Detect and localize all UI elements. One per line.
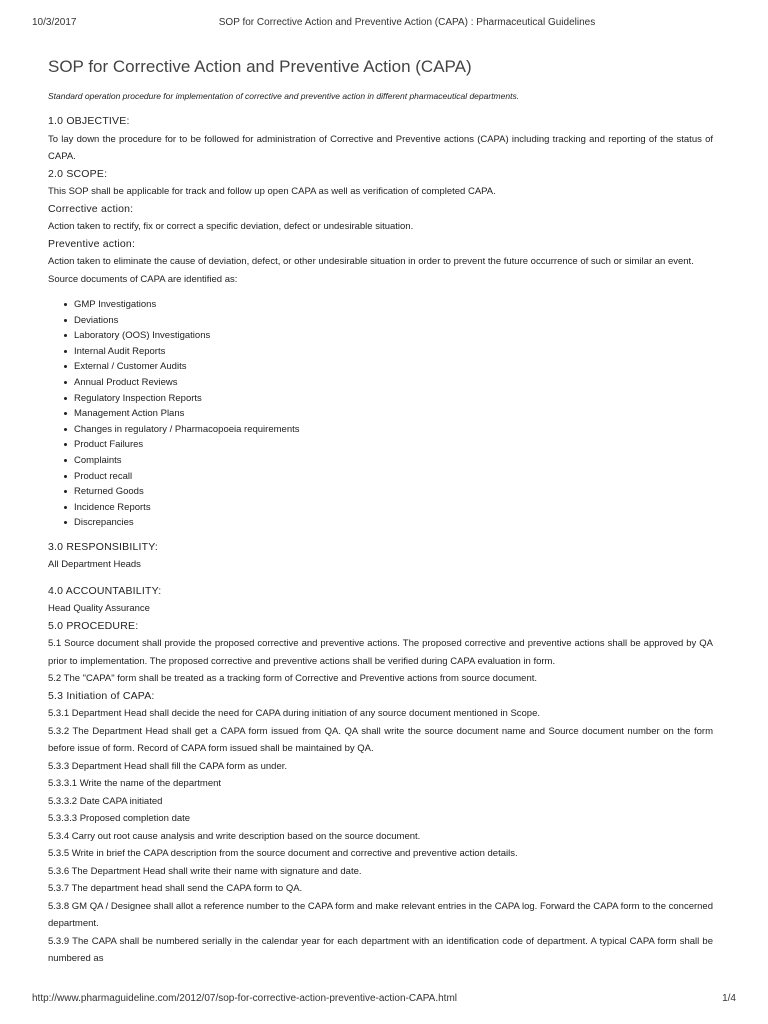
objective-text: To lay down the procedure for to be followed for administration of Corrective and Preventive actions (CAPA) including tracking and reporting of the status of CAPA. bbox=[48, 133, 713, 162]
preventive-action-text: Action taken to eliminate the cause of deviation, defect, or other undesirable situation in order to prevent the future occurrence of such or similar an event. bbox=[48, 256, 694, 267]
objective-heading: 1.0 OBJECTIVE: bbox=[48, 115, 130, 127]
list-item: Product recall bbox=[74, 469, 713, 485]
list-item: Regulatory Inspection Reports bbox=[74, 391, 713, 407]
procedure-5-3-5: 5.3.5 Write in brief the CAPA description from the source document and corrective and preventive action details. bbox=[48, 848, 518, 860]
print-footer bbox=[32, 993, 736, 1007]
procedure-5-3-3-1: 5.3.3.1 Write the name of the department bbox=[48, 778, 222, 790]
procedure-5-2: 5.2 The "CAPA" form shall be treated as a tracking form of Corrective and Preventive actions from source document. bbox=[48, 673, 538, 685]
responsibility-text: All Department Heads bbox=[48, 559, 141, 571]
scope-heading: 2.0 SCOPE: bbox=[48, 167, 108, 180]
list-item: Incidence Reports bbox=[74, 500, 713, 516]
print-header bbox=[32, 17, 736, 31]
responsibility-heading: 3.0 RESPONSIBILITY: bbox=[48, 540, 159, 553]
list-item: Discrepancies bbox=[74, 515, 713, 531]
print-date: 10/3/2017 bbox=[32, 17, 77, 28]
scope-text: This SOP shall be applicable for track and follow up open CAPA as well as verification of completed CAPA. bbox=[48, 186, 496, 197]
procedure-5-3-8: 5.3.8 GM QA / Designee shall allot a reference number to the CAPA form and make relevant entries in the CAPA log. Forward the CAPA form to the concerned department. bbox=[48, 900, 713, 930]
list-item: Deviations bbox=[74, 313, 713, 329]
corrective-action-heading: Corrective action: bbox=[48, 202, 134, 215]
article bbox=[48, 56, 713, 968]
list-item: External / Customer Audits bbox=[74, 359, 713, 375]
list-item: Returned Goods bbox=[74, 484, 713, 500]
article-title: SOP for Corrective Action and Preventive Action (CAPA) bbox=[48, 57, 472, 76]
list-item: Laboratory (OOS) Investigations bbox=[74, 328, 713, 344]
list-item: Management Action Plans bbox=[74, 406, 713, 422]
accountability-text: Head Quality Assurance bbox=[48, 603, 150, 615]
list-item: Product Failures bbox=[74, 437, 713, 453]
list-item: Complaints bbox=[74, 453, 713, 469]
list-item: Internal Audit Reports bbox=[74, 344, 713, 360]
list-item: GMP Investigations bbox=[74, 297, 713, 313]
procedure-5-3-6: 5.3.6 The Department Head shall write their name with signature and date. bbox=[48, 865, 362, 877]
procedure-5-3-4: 5.3.4 Carry out root cause analysis and write description based on the source document. bbox=[48, 830, 421, 842]
procedure-5-3-3-3: 5.3.3.3 Proposed completion date bbox=[48, 813, 191, 825]
procedure-5-1: 5.1 Source document shall provide the proposed corrective and preventive actions. The proposed corrective and preventive actions shall be approved by QA prior to implementation. The proposed corrective and preventive actions shall be verified during CAPA evaluation in form. bbox=[48, 638, 713, 667]
article-subtitle: Standard operation procedure for implementation of corrective and preventive action in different pharmaceutical departments. bbox=[48, 91, 520, 101]
page-number: 1/4 bbox=[722, 993, 736, 1004]
accountability-heading: 4.0 ACCOUNTABILITY: bbox=[48, 584, 162, 597]
procedure-5-3-9: 5.3.9 The CAPA shall be numbered serially in the calendar year for each department with an identification code of department. A typical CAPA form shall be numbered as bbox=[48, 935, 713, 965]
preventive-action-heading: Preventive action: bbox=[48, 237, 136, 250]
procedure-5-3-1: 5.3.1 Department Head shall decide the need for CAPA during initiation of any source document mentioned in Scope. bbox=[48, 708, 541, 720]
sources-intro: Source documents of CAPA are identified as: bbox=[48, 273, 238, 285]
procedure-5-3-7: 5.3.7 The department head shall send the CAPA form to QA. bbox=[48, 883, 303, 895]
procedure-5-3-2: 5.3.2 The Department Head shall get a CAPA form issued from QA. QA shall write the source document name and Source document number on the form before issue of form. Record of CAPA form issued shall be maintained by QA. bbox=[48, 725, 713, 755]
procedure-heading: 5.0 PROCEDURE: bbox=[48, 619, 139, 632]
list-item: Changes in regulatory / Pharmacopoeia requirements bbox=[74, 422, 713, 438]
procedure-5-3-3: 5.3.3 Department Head shall fill the CAPA form as under. bbox=[48, 760, 288, 772]
procedure-5-3-heading: 5.3 Initiation of CAPA: bbox=[48, 689, 155, 702]
print-page-title: SOP for Corrective Action and Preventive Action (CAPA) : Pharmaceutical Guidelines bbox=[218, 17, 596, 28]
page-url-link[interactable]: http://www.pharmaguideline.com/2012/07/sop-for-corrective-action-preventive-action-CAPA.html bbox=[32, 993, 458, 1004]
list-item: Annual Product Reviews bbox=[74, 375, 713, 391]
procedure-5-3-3-2: 5.3.3.2 Date CAPA initiated bbox=[48, 795, 163, 807]
source-documents-list bbox=[48, 297, 713, 531]
corrective-action-text: Action taken to rectify, fix or correct a specific deviation, defect or undesirable situation. bbox=[48, 221, 414, 232]
